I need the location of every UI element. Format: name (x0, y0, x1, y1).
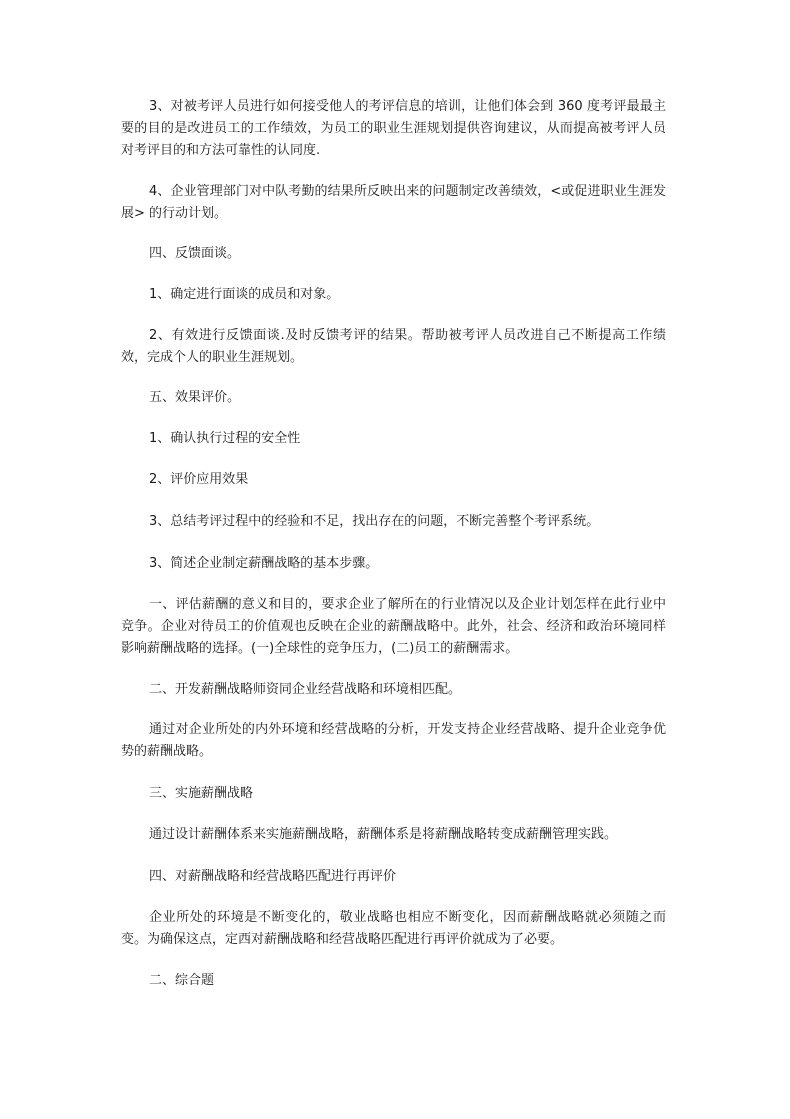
section-heading: 四、对薪酬战略和经营战略匹配进行再评价 (149, 869, 397, 884)
paragraph: 3、对被考评人员进行如何接受他人的考评信息的培训，让他们体会到 360 度考评最最主要的目的是改进员工的工作绩效，为员工的职业生涯规划提供咨询建议，从而提高被考评人员对考评目的和方法可靠性的认同度. (121, 99, 666, 158)
question-heading: 3、简述企业制定薪酬战略的基本步骤。 (149, 556, 379, 571)
paragraph: 一、评估薪酬的意义和目的，要求企业了解所在的行业情况以及企业计划怎样在此行业中竞争。企业对待员工的价值观也反映在企业的薪酬战略中。此外，社会、经济和政治环境同样影响薪酬战略的选择。(一)全球性的竞争压力，(二)员工的薪酬需求。 (121, 597, 666, 656)
paragraph: 2、评价应用效果 (149, 472, 249, 487)
paragraph: 4、企业管理部门对中队考勤的结果所反映出来的问题制定改善绩效，<或促进职业生涯发展> 的行动计划。 (121, 184, 666, 221)
paragraph: 企业所处的环境是不断变化的，敬业战略也相应不断变化，因而薪酬战略就必须随之而变。为确保这点，定西对薪酬战略和经营战略匹配进行再评价就成为了必要。 (121, 910, 666, 947)
section-heading: 四、反馈面谈。 (149, 246, 241, 261)
paragraph: 1、确认执行过程的安全性 (149, 431, 301, 446)
paragraph: 通过对企业所处的内外环境和经营战略的分析，开发支持企业经营战略、提升企业竞争优势的薪酬战略。 (121, 722, 666, 759)
section-heading: 五、效果评价。 (149, 390, 241, 405)
paragraph: 通过设计薪酬体系来实施薪酬战略，薪酬体系是将薪酬战略转变成薪酬管理实践。 (149, 827, 618, 842)
paragraph: 1、确定进行面谈的成员和对象。 (149, 287, 340, 302)
section-heading: 二、综合题 (149, 973, 215, 988)
paragraph: 3、总结考评过程中的经验和不足，找出存在的问题，不断完善整个考评系统。 (149, 514, 600, 529)
section-heading: 三、实施薪酬战略 (149, 786, 254, 801)
paragraph: 2、有效进行反馈面谈.及时反馈考评的结果。帮助被考评人员改进自己不断提高工作绩效，完成个人的职业生涯规划。 (121, 328, 666, 365)
section-heading: 二、开发薪酬战略师资同企业经营战略和环境相匹配。 (149, 682, 462, 697)
